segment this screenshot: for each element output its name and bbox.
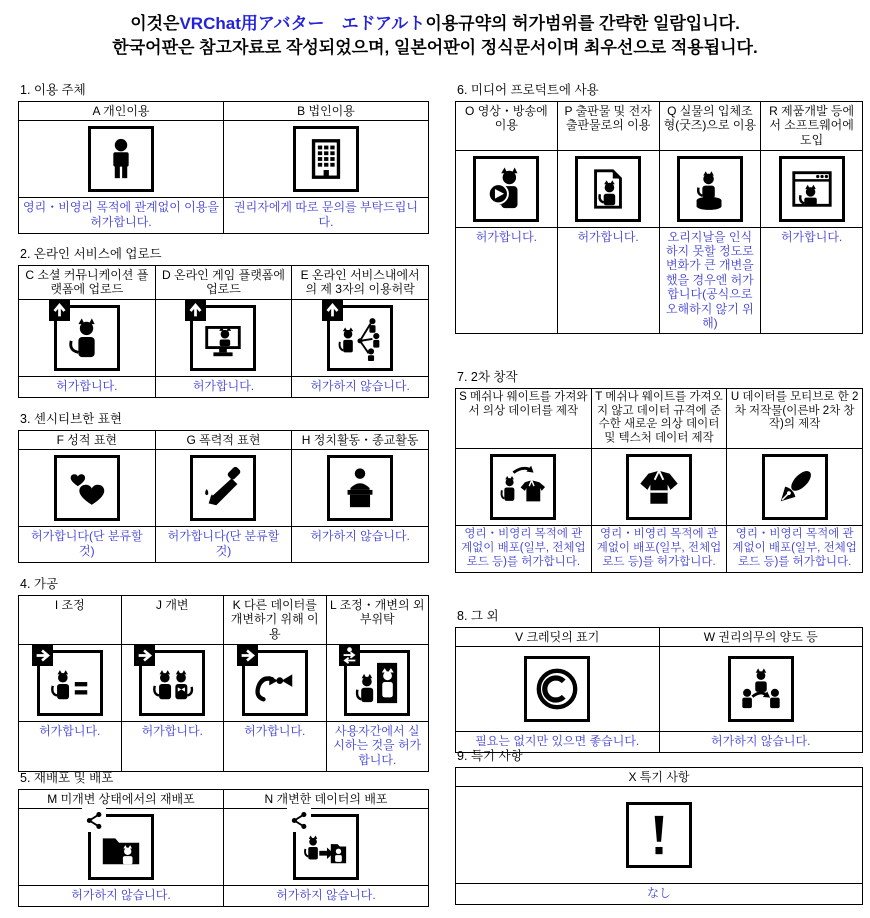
hearts-icon (54, 455, 120, 521)
section-4-table (18, 595, 429, 772)
cell-p-header: P 출판물 및 전자출판물로의 이용 (557, 101, 659, 150)
cell-x-header: X 특기 사항 (456, 767, 863, 787)
header-row (19, 101, 429, 121)
header-row (19, 789, 429, 809)
section-1-label: 1. 이용 주체 (20, 83, 86, 97)
section-7-table (455, 388, 863, 574)
podium-speech-icon (327, 455, 393, 521)
parts-tail-bow-icon (242, 650, 308, 716)
cell-k-header: K 다른 데이터를 개변하기 위해 이용 (224, 595, 327, 644)
cell-v-header: V 크레딧의 표기 (456, 627, 660, 647)
icon-row (456, 150, 863, 227)
result-row (19, 198, 429, 233)
header-row (456, 388, 863, 448)
upload-arrow-icon (185, 300, 206, 321)
cell-a-header: A 개인이용 (19, 101, 224, 121)
section-3-table (18, 430, 429, 563)
icon-row (456, 787, 863, 884)
share-modified-data-icon (293, 814, 359, 880)
costume-derive-icon (490, 454, 556, 520)
upload-cat-icon (54, 305, 120, 371)
cell-m-result: 허가하지 않습니다. (19, 886, 224, 907)
title-line1-prefix: 이것은 (130, 14, 180, 33)
cell-e-header: E 온라인 서비스내에서의 제 3자의 이용허락 (292, 265, 429, 299)
section-sensitive-expression (18, 413, 428, 563)
adjust-equal-icon (37, 650, 103, 716)
cell-t-header: T 메쉬나 웨이트를 가져오지 않고 데이터 규격에 준수한 새로운 의상 데이터 및 텍스처 데이터 제작 (591, 388, 727, 448)
section-9-table (455, 767, 863, 905)
cell-c-result: 허가합니다. (19, 377, 156, 398)
cell-j-header: J 개변 (121, 595, 224, 644)
right-arrow-icon (32, 645, 53, 666)
publication-page-icon (575, 156, 641, 222)
cell-p-result: 허가합니다. (557, 227, 659, 334)
cell-v-result: 필요는 없지만 있으면 좋습니다. (456, 732, 660, 753)
upload-game-monitor-icon (190, 305, 256, 371)
share-icon (287, 808, 311, 832)
header-row (19, 265, 429, 299)
cell-f-result: 허가합니다(단 분류할 것) (19, 527, 156, 562)
cell-g-header: G 폭력적 표현 (155, 430, 292, 450)
upload-arrow-icon (49, 300, 70, 321)
header-row (456, 101, 863, 150)
section-5-label: 5. 재배포 및 배포 (20, 771, 114, 785)
upload-arrow-icon (322, 300, 343, 321)
section-3-label: 3. 센시티브한 표현 (20, 412, 122, 426)
outsource-icon (344, 650, 410, 716)
modify-two-cats-icon (139, 650, 205, 716)
cell-s-result: 영리・비영리 목적에 관계없이 배포(일부, 전체업로드 등)를 허가합니다. (456, 525, 592, 572)
header-row (19, 430, 429, 450)
cell-q-result: 오리지날을 인식하지 못할 정도로 변화가 큰 개변을 했을 경우엔 허가합니다(공식으로 오해하지 않기 위해) (659, 227, 761, 334)
section-redistribution (18, 772, 428, 907)
cell-h-result: 허가하지 않습니다. (292, 527, 429, 562)
exclamation-icon (626, 802, 692, 868)
cell-u-header: U 데이터를 모티브로 한 2차 저작물(이른바 2차 창작)의 제작 (727, 388, 863, 448)
title-line1 (0, 12, 870, 36)
result-row (456, 227, 863, 334)
copyright-icon (524, 656, 590, 722)
cell-x-result: なし (456, 884, 863, 905)
section-8-label: 8. 그 외 (457, 609, 499, 623)
cell-h-header: H 정치활동・종교활동 (292, 430, 429, 450)
cell-d-header: D 온라인 게임 플랫폼에 업로드 (155, 265, 292, 299)
result-row (19, 527, 429, 562)
section-1-table (18, 101, 429, 234)
icon-row (19, 121, 429, 198)
icon-row (19, 450, 429, 527)
section-7-label: 7. 2차 창작 (457, 370, 518, 384)
figurine-pedestal-icon (677, 156, 743, 222)
upload-share-thirdparty-icon (327, 305, 393, 371)
section-usage-subject (18, 84, 428, 234)
cell-n-header: N 개변한 데이터의 배포 (224, 789, 429, 809)
knife-blood-icon (190, 455, 256, 521)
icon-row (19, 300, 429, 377)
title-line1-suffix: 이용규약의 허가범위를 간략한 일람입니다. (425, 14, 740, 33)
rights-transfer-icon (728, 656, 794, 722)
result-row (19, 886, 429, 907)
cell-r-result: 허가합니다. (761, 227, 863, 334)
title-line1-product-name: VRChat用アバター エドアルト (179, 14, 426, 33)
cell-q-header: Q 실물의 입체조형(굿즈)으로 이용 (659, 101, 761, 150)
right-arrow-icon (237, 645, 258, 666)
cell-u-result: 영리・비영리 목적에 관계없이 배포(일부, 전체업로드 등)를 허가합니다. (727, 525, 863, 572)
cell-o-header: O 영상・방송에 이용 (456, 101, 558, 150)
cell-t-result: 영리・비영리 목적에 관계없이 배포(일부, 전체업로드 등)를 허가합니다. (591, 525, 727, 572)
title-line2: 한국어판은 참고자료로 작성되었으며, 일본어판이 정식문서이며 최우선으로 적용됩니다. (112, 38, 758, 58)
right-arrow-icon (134, 645, 155, 666)
cell-i-header: I 조정 (19, 595, 122, 644)
cell-e-result: 허가하지 않습니다. (292, 377, 429, 398)
section-6-table (455, 101, 863, 335)
person-swap-arrows-icon (339, 645, 360, 666)
header-row (456, 767, 863, 787)
header-row (456, 627, 863, 647)
header-row (19, 595, 429, 644)
result-row (19, 377, 429, 398)
cell-j-result: 허가합니다. (121, 721, 224, 771)
fountain-pen-icon (762, 454, 828, 520)
section-4-label: 4. 가공 (20, 577, 59, 591)
cell-i-result: 허가합니다. (19, 721, 122, 771)
section-special-notes (455, 750, 862, 905)
cell-a-result: 영리・비영리 목적에 관계없이 이용을 허가합니다. (19, 198, 224, 233)
result-row (456, 525, 863, 572)
cell-k-result: 허가합니다. (224, 721, 327, 771)
section-5-table (18, 789, 429, 907)
cell-c-header: C 소셜 커뮤니케이션 플랫폼에 업로드 (19, 265, 156, 299)
page-title (0, 12, 870, 60)
cell-o-result: 허가합니다. (456, 227, 558, 334)
cell-f-header: F 성적 표현 (19, 430, 156, 450)
result-row (19, 721, 429, 771)
video-play-icon (473, 156, 539, 222)
cell-s-header: S 메쉬나 웨이트를 가져와서 의상 데이터를 제작 (456, 388, 592, 448)
section-9-label: 9. 특기 사항 (457, 749, 523, 763)
software-window-icon (779, 156, 845, 222)
section-2-label: 2. 온라인 서비스에 업로드 (20, 247, 162, 261)
kimono-icon (626, 454, 692, 520)
cell-b-header: B 법인이용 (224, 101, 429, 121)
cell-w-result: 허가하지 않습니다. (659, 732, 863, 753)
building-icon (293, 126, 359, 192)
section-others (455, 610, 862, 753)
icon-row (19, 644, 429, 721)
section-2-table (18, 265, 429, 398)
cell-l-result: 사용자간에서 실시하는 것을 허가합니다. (326, 721, 429, 771)
cell-r-header: R 제품개발 등에서 소프트웨어에 도입 (761, 101, 863, 150)
section-processing (18, 578, 428, 772)
section-online-upload (18, 248, 428, 398)
icon-row (456, 647, 863, 732)
share-folder-icon (88, 814, 154, 880)
cell-m-header: M 미개변 상태에서의 재배포 (19, 789, 224, 809)
section-6-label: 6. 미디어 프로덕트에 사용 (457, 83, 599, 97)
section-derivative-works (455, 371, 862, 573)
cell-l-header: L 조정・개변의 외부위탁 (326, 595, 429, 644)
result-row (456, 884, 863, 905)
icon-row (19, 809, 429, 886)
person-icon (88, 126, 154, 192)
icon-row (456, 448, 863, 525)
cell-d-result: 허가합니다. (155, 377, 292, 398)
section-8-table (455, 627, 863, 753)
cell-g-result: 허가합니다(단 분류할 것) (155, 527, 292, 562)
share-icon (82, 808, 106, 832)
section-media-products (455, 84, 862, 334)
cell-n-result: 허가하지 않습니다. (224, 886, 429, 907)
cell-b-result: 권리자에게 따로 문의를 부탁드립니다. (224, 198, 429, 233)
cell-w-header: W 권리의무의 양도 등 (659, 627, 863, 647)
